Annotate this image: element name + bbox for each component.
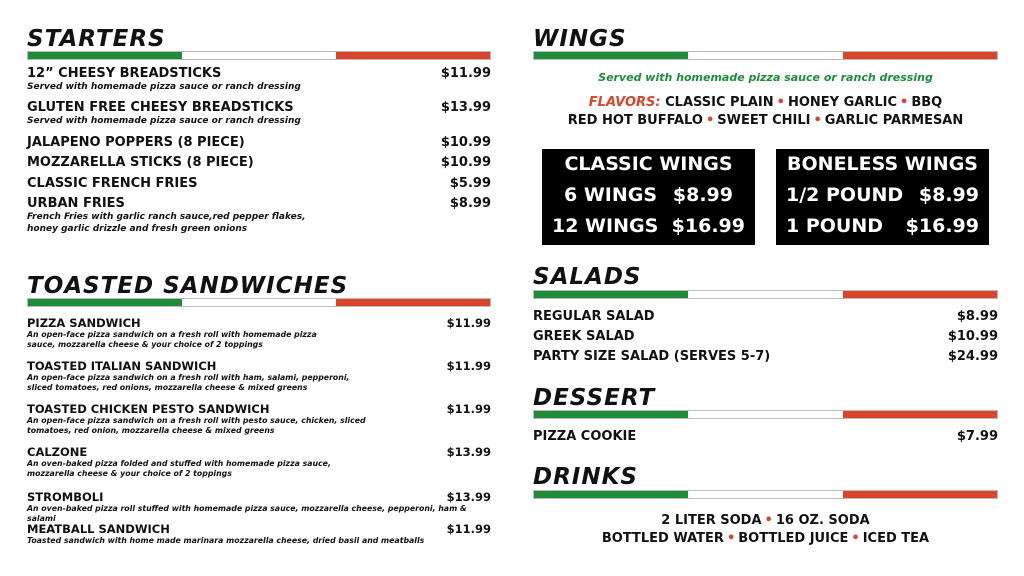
wings-flavors <box>533 94 998 130</box>
sandwiches-title: TOASTED SANDWICHES <box>27 273 349 299</box>
item-name: CALZONE <box>27 445 88 459</box>
item-name: PIZZA SANDWICH <box>27 316 141 330</box>
wings-size-price: $16.99 <box>671 215 745 237</box>
item-description: Served with homemade pizza sauce or ranch dressing <box>27 116 301 126</box>
salad-item <box>533 349 998 364</box>
item-description: mozzarella cheese & your choice of 2 toppings <box>27 468 232 478</box>
sandwich-item <box>27 316 491 349</box>
wings-size-label: 1 POUND <box>786 215 884 237</box>
item-description: sliced tomatoes, red onions, mozzarella cheese & mixed greens <box>27 382 308 392</box>
item-name: TOASTED ITALIAN SANDWICH <box>27 359 217 373</box>
item-name: MOZZARELLA STICKS (8 PIECE) <box>27 155 254 170</box>
item-description: An oven-baked pizza folded and stuffed with homemade pizza sauce, <box>27 459 331 468</box>
starter-item <box>27 155 491 170</box>
item-description: French Fries with garlic ranch sauce,red pepper flakes, <box>27 212 306 222</box>
sandwich-item <box>27 490 491 523</box>
item-description: Toasted sandwich with home made marinara mozzarella cheese, dried basil and meatballs <box>27 536 425 545</box>
bullet-dot-icon: • <box>705 113 715 128</box>
wings-size-label: 1/2 POUND <box>786 184 904 206</box>
salad-item <box>533 329 998 344</box>
wings-size-label: 12 WINGS <box>552 215 659 237</box>
classic-wings-box <box>542 149 755 245</box>
drink: BOTTLED WATER <box>601 531 724 546</box>
flavor: BBQ <box>911 95 943 110</box>
item-price: $11.99 <box>446 402 491 416</box>
wings-size-price: $8.99 <box>672 184 733 206</box>
boneless-wings-title: BONELESS WINGS <box>787 153 978 175</box>
flavor: RED HOT BUFFALO <box>567 113 703 128</box>
item-description: An open-face pizza sandwich on a fresh roll with pesto sauce, chicken, sliced <box>27 416 366 425</box>
sandwich-item <box>27 522 491 546</box>
bullet-dot-icon: • <box>813 113 822 128</box>
starter-item <box>27 66 491 93</box>
salads-title: SALADS <box>533 264 642 290</box>
item-name: GLUTEN FREE CHEESY BREADSTICKS <box>27 100 294 115</box>
wings-size-price: $16.99 <box>905 215 979 237</box>
drinks-line-2 <box>533 531 998 546</box>
drinks-title: DRINKS <box>533 464 638 490</box>
sandwich-item <box>27 359 491 392</box>
starter-item <box>27 135 491 150</box>
dessert-title: DESSERT <box>533 385 656 411</box>
item-price: $7.99 <box>956 429 998 444</box>
item-price: $11.99 <box>446 522 491 536</box>
item-price: $24.99 <box>947 349 998 364</box>
item-description: An open-face pizza sandwich on a fresh roll with homemade pizza <box>27 330 317 339</box>
item-description: An open-face pizza sandwich on a fresh roll with ham, salami, pepperoni, <box>27 373 350 382</box>
bullet-dot-icon: • <box>776 95 785 110</box>
starter-item <box>27 176 491 191</box>
item-name: PARTY SIZE SALAD (SERVES 5-7) <box>533 349 771 364</box>
flavor: CLASSIC PLAIN <box>665 95 774 110</box>
sandwich-item <box>27 445 491 478</box>
sandwich-item <box>27 402 491 435</box>
item-name: MEATBALL SANDWICH <box>27 522 170 536</box>
item-price: $11.99 <box>446 316 491 330</box>
wings-title: WINGS <box>533 26 627 52</box>
item-price: $13.99 <box>446 445 491 459</box>
drink: 2 LITER SODA <box>661 513 762 528</box>
item-price: $11.99 <box>440 66 491 81</box>
item-description: Served with homemade pizza sauce or ranch dressing <box>27 82 301 92</box>
flavors-label: FLAVORS: <box>588 95 661 110</box>
item-name: JALAPENO POPPERS (8 PIECE) <box>27 135 245 150</box>
wings-size-price: $8.99 <box>918 184 979 206</box>
item-name: PIZZA COOKIE <box>533 429 637 444</box>
item-name: TOASTED CHICKEN PESTO SANDWICH <box>27 402 270 416</box>
flavor: GARLIC PARMESAN <box>824 113 964 128</box>
flavor: SWEET CHILI <box>717 113 811 128</box>
item-description: honey garlic drizzle and fresh green onions <box>27 224 248 234</box>
drink: BOTTLED JUICE <box>738 531 849 546</box>
item-price: $10.99 <box>440 135 491 150</box>
item-name: STROMBOLI <box>27 490 104 504</box>
wings-flag-divider <box>533 51 998 60</box>
item-price: $10.99 <box>440 155 491 170</box>
dessert-flag-divider <box>533 410 998 419</box>
item-price: $5.99 <box>449 176 491 191</box>
item-price: $13.99 <box>446 490 491 504</box>
wings-sauce-note: Served with homemade pizza sauce or ranch dressing <box>598 71 933 84</box>
bullet-dot-icon: • <box>726 531 736 546</box>
item-price: $11.99 <box>446 359 491 373</box>
starter-item <box>27 196 491 235</box>
item-description: sauce, mozzarella cheese & your choice of 2 toppings <box>27 339 263 349</box>
item-name: CLASSIC FRENCH FRIES <box>27 176 198 191</box>
flavors-line-1 <box>533 94 998 112</box>
item-description: tomatoes, red onion, mozzarella cheese & mixed greens <box>27 425 275 435</box>
bullet-dot-icon: • <box>764 513 773 528</box>
starters-flag-divider <box>27 51 491 60</box>
item-description: An oven-baked pizza roll stuffed with homemade pizza sauce, mozzarella cheese, pepperoni, ham & salami <box>27 504 467 523</box>
drinks-line-1 <box>533 513 998 528</box>
item-name: GREEK SALAD <box>533 329 635 344</box>
wings-size-label: 6 WINGS <box>564 184 658 206</box>
starter-item <box>27 100 491 127</box>
item-name: URBAN FRIES <box>27 196 125 211</box>
flavor: HONEY GARLIC <box>787 95 898 110</box>
dessert-item <box>533 429 998 444</box>
drink: 16 OZ. SODA <box>775 513 870 528</box>
item-name: 12” CHEESY BREADSTICKS <box>27 66 222 81</box>
classic-wings-title: CLASSIC WINGS <box>564 153 733 175</box>
starters-title: STARTERS <box>27 26 166 52</box>
bullet-dot-icon: • <box>851 531 860 546</box>
item-price: $8.99 <box>449 196 491 211</box>
boneless-wings-box <box>776 149 989 245</box>
salads-flag-divider <box>533 290 998 299</box>
item-price: $13.99 <box>440 100 491 115</box>
drinks-flag-divider <box>533 490 998 499</box>
drink: ICED TEA <box>862 531 930 546</box>
item-price: $10.99 <box>947 329 998 344</box>
item-name: REGULAR SALAD <box>533 309 655 324</box>
salad-item <box>533 309 998 324</box>
bullet-dot-icon: • <box>900 95 909 110</box>
item-price: $8.99 <box>956 309 998 324</box>
flavors-line-2 <box>533 112 998 130</box>
sandwiches-flag-divider <box>27 298 491 307</box>
